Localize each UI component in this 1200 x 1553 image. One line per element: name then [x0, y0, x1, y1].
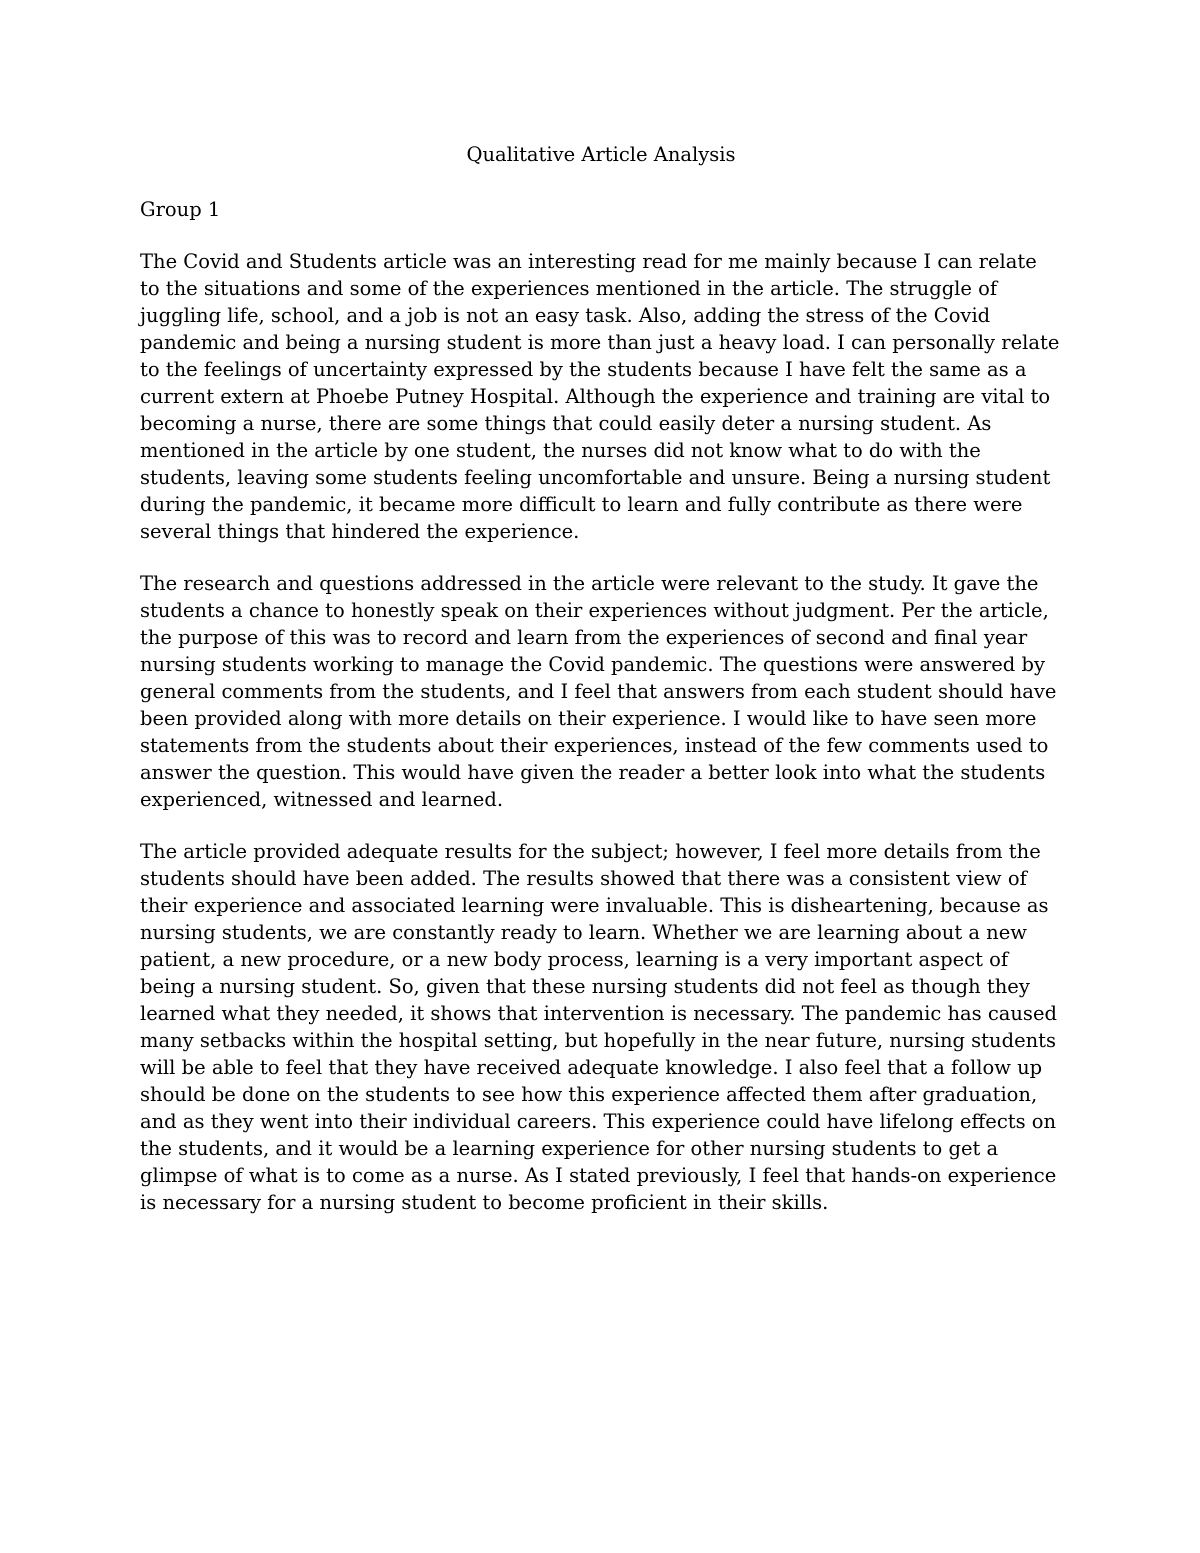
group-label: Group 1: [140, 198, 221, 221]
document-title: Qualitative Article Analysis: [466, 143, 736, 166]
document-body: [140, 141, 1062, 1216]
paragraph-3: The article provided adequate results for the subject; however, I feel more details from the students should have been added. The results showed that there was a consistent view of their experience and associated learning were invaluable. This is disheartening, because as nursing students, we are constantly ready to learn. Whether we are learning about a new patient, a new procedure, or a new body process, learning is a very important aspect of being a nursing student. So, given that these nursing students did not feel as though they learned what they needed, it shows that intervention is necessary. The pandemic has caused many setbacks within the hospital setting, but hopefully in the near future, nursing students will be able to feel that they have received adequate knowledge. I also feel that a follow up should be done on the students to see how this experience affected them after graduation, and as they went into their individual careers. This experience could have lifelong effects on the students, and it would be a learning experience for other nursing students to get a glimpse of what is to come as a nurse. As I stated previously, I feel that hands-on experience is necessary for a nursing student to become proficient in their skills.: [140, 840, 1057, 1214]
paragraph-2: The research and questions addressed in the article were relevant to the study. It gave the students a chance to honestly speak on their experiences without judgment. Per the article, the purpose of this was to record and learn from the experiences of second and final year nursing students working to manage the Covid pandemic. The questions were answered by general comments from the students, and I feel that answers from each student should have been provided along with more details on their experience. I would like to have seen more statements from the students about their experiences, instead of the few comments used to answer the question. This would have given the reader a better look into what the students experienced, witnessed and learned.: [140, 572, 1057, 811]
paragraph-1: The Covid and Students article was an interesting read for me mainly because I can relate to the situations and some of the experiences mentioned in the article. The struggle of juggling life, school, and a job is not an easy task. Also, adding the stress of the Covid pandemic and being a nursing student is more than just a heavy load. I can personally relate to the feelings of uncertainty expressed by the students because I have felt the same as a current extern at Phoebe Putney Hospital. Although the experience and training are vital to becoming a nurse, there are some things that could easily deter a nursing student. As mentioned in the article by one student, the nurses did not know what to do with the students, leaving some students feeling uncomfortable and unsure. Being a nursing student during the pandemic, it became more difficult to learn and fully contribute as there were several things that hindered the experience.: [140, 250, 1060, 543]
